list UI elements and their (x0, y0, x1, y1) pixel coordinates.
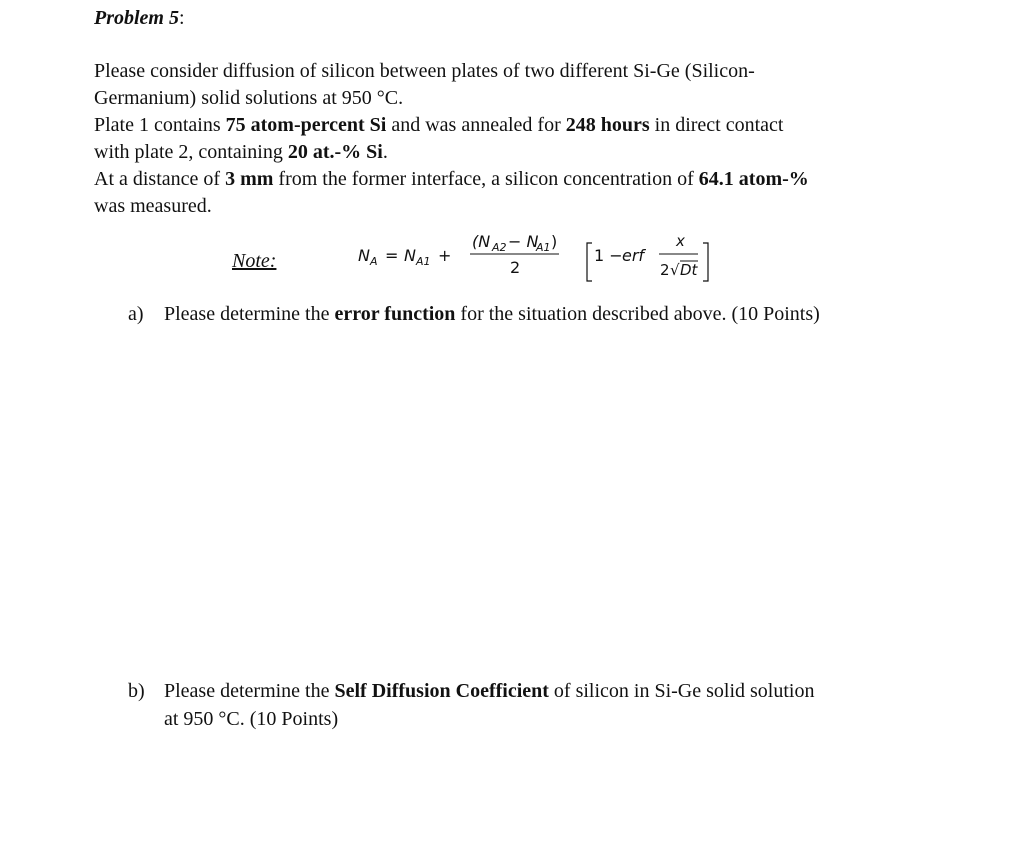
question-b-line-2: at 950 °C. (10 Points) (164, 708, 339, 730)
formula-left-bracket (587, 243, 592, 281)
question-text: Please determine the (164, 303, 335, 325)
question-a-label: a) (128, 303, 144, 325)
measured-concentration: 64.1 atom-% (698, 168, 809, 190)
statement-line-2: Germanium) solid solutions at 950 °C. (94, 87, 404, 109)
formula-lhs-symbol: N (358, 246, 370, 265)
formula-bracket-one: 1 − (594, 246, 623, 265)
question-a-text (164, 301, 820, 329)
statement-line-5 (94, 166, 974, 193)
statement-text: At a distance of (94, 168, 226, 190)
formula-numerator-minus: − N (508, 232, 539, 251)
problem-title-text: Problem 5 (94, 7, 179, 29)
statement-text: in direct contact (649, 114, 784, 136)
statement-text: Plate 1 contains (94, 114, 226, 136)
question-b-keyword: Self Diffusion Coefficient (334, 680, 549, 702)
formula-plus: + (438, 246, 452, 265)
question-b-label: b) (128, 680, 145, 702)
formula-frac2-den-sqrt: √ (670, 261, 680, 279)
problem-statement (94, 58, 974, 220)
statement-text: with plate 2, containing (94, 141, 288, 163)
distance-value: 3 mm (225, 168, 274, 190)
statement-line-6: was measured. (94, 195, 212, 217)
question-text: for the situation described above. (10 Points) (455, 303, 820, 325)
statement-line-3 (94, 112, 974, 139)
formula-denominator: 2 (510, 258, 521, 277)
formula-term1-sub: A1 (416, 255, 431, 268)
question-a-keyword: error function (334, 303, 456, 325)
formula-frac2-den-arg: Dt (680, 261, 698, 279)
statement-text: from the former interface, a silicon concentration of (273, 168, 699, 190)
formula-equals: = (385, 246, 399, 265)
question-text: Please determine the (164, 680, 335, 702)
problem-title (94, 5, 185, 31)
plate1-composition: 75 atom-percent Si (225, 114, 387, 136)
anneal-time: 248 hours (565, 114, 650, 136)
question-text: of silicon in Si-Ge solid solution (548, 680, 815, 702)
formula-numerator-n: (N (472, 232, 491, 251)
statement-line-4 (94, 139, 974, 166)
question-b-line-1 (164, 678, 814, 706)
statement-text: and was annealed for (386, 114, 566, 136)
formula-numerator-close: ) (551, 232, 558, 251)
formula-numerator-sub2: A1 (536, 241, 551, 254)
problem-title-colon: : (179, 7, 185, 29)
diffusion-formula (358, 227, 738, 287)
formula-term1-symbol: N (404, 246, 416, 265)
question-a (128, 301, 978, 329)
note-label: Note: (232, 250, 277, 272)
formula-svg (358, 227, 738, 287)
formula-lhs-sub: A (370, 255, 378, 268)
formula-numerator-open (472, 232, 490, 251)
statement-text: . (382, 141, 388, 163)
statement-line-1: Please consider diffusion of silicon between plates of two different Si-Ge (Silicon- (94, 60, 755, 82)
formula-right-bracket (703, 243, 708, 281)
formula-frac2-den-coef: 2 (660, 261, 670, 279)
formula-numerator-sub1: A2 (492, 241, 507, 254)
plate2-composition: 20 at.-% Si (287, 141, 383, 163)
formula-frac2-num: x (676, 232, 685, 250)
question-a-line (164, 301, 820, 329)
formula-erf: erf (622, 246, 645, 265)
question-b (128, 678, 978, 738)
question-b-text (164, 678, 814, 734)
